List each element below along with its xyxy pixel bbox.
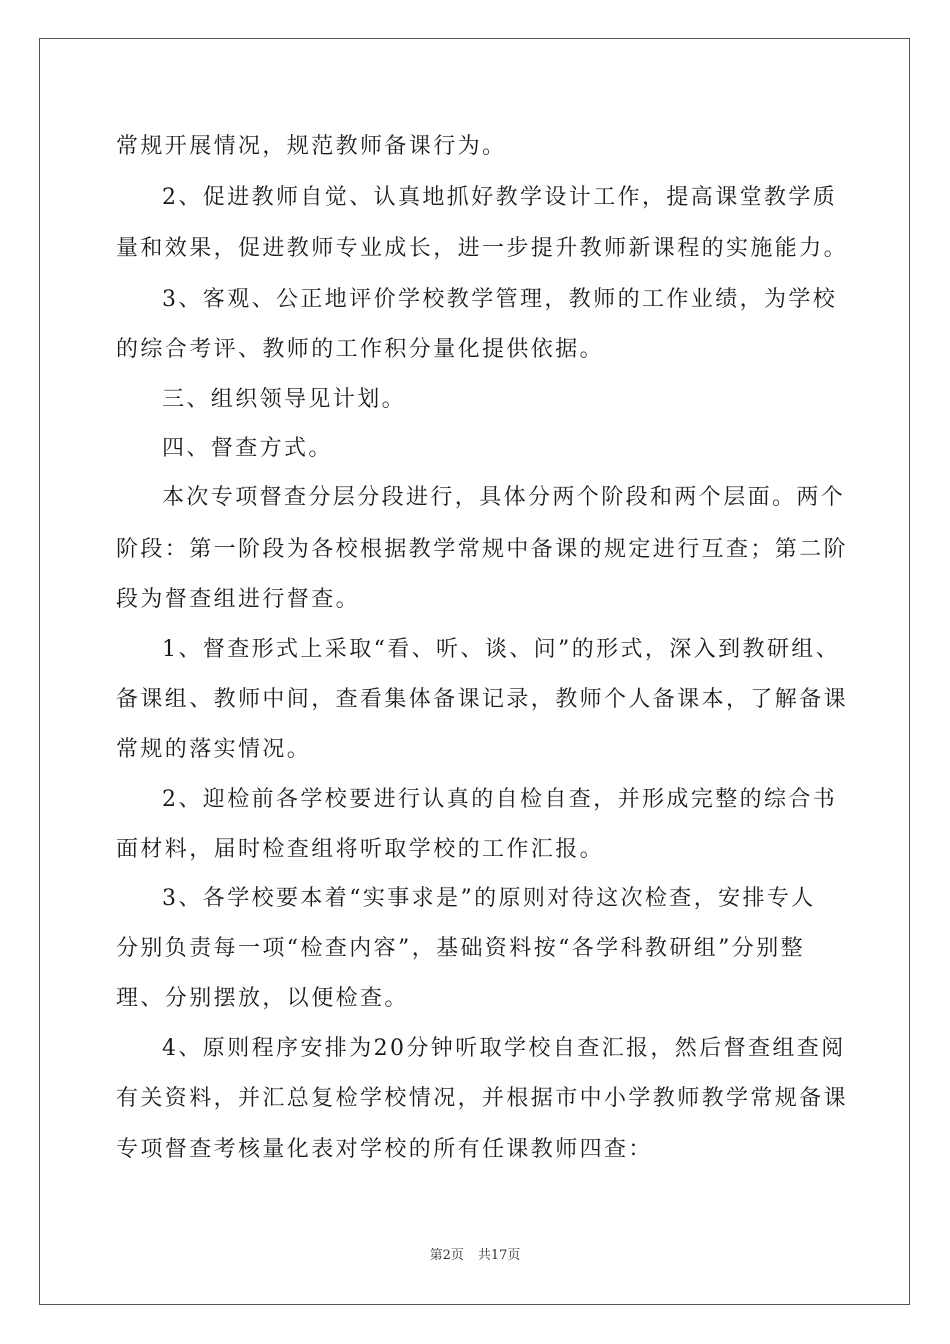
text-line: 本次专项督查分层分段进行，具体分两个阶段和两个层面。两个: [162, 485, 846, 510]
text-line: 分别负责每一项“检查内容”，基础资料按“各学科教研组”分别整: [116, 936, 805, 961]
text-line: 阶段：第一阶段为各校根据教学常规中备课的规定进行互查；第二阶: [116, 537, 849, 562]
text-line: 理、分别摆放，以便检查。: [116, 986, 409, 1011]
page-footer: [0, 1247, 950, 1265]
page-border: [39, 38, 910, 1305]
text-line: 三、组织领导见计划。: [162, 387, 407, 412]
text-line: 段为督查组进行督查。: [116, 587, 361, 612]
text-line: 专项督查考核量化表对学校的所有任课教师四查：: [116, 1137, 653, 1162]
text-line: 1、督查形式上采取“看、听、谈、问”的形式，深入到教研组、: [162, 637, 841, 662]
text-line: 4、原则程序安排为20分钟听取学校自查汇报，然后督查组查阅: [162, 1036, 846, 1061]
text-line: 3、客观、公正地评价学校教学管理，教师的工作业绩，为学校: [162, 287, 838, 312]
text-line: 面材料，届时检查组将听取学校的工作汇报。: [116, 837, 605, 862]
page-number: 第2页: [429, 1248, 464, 1263]
text-line: 有关资料，并汇总复检学校情况，并根据市中小学教师教学常规备课: [116, 1086, 849, 1111]
text-line: 四、督查方式。: [162, 436, 333, 461]
text-line: 3、各学校要本着“实事求是”的原则对待这次检查，安排专人: [162, 886, 816, 911]
text-line: 量和效果，促进教师专业成长，进一步提升教师新课程的实施能力。: [116, 236, 849, 261]
text-line: 常规的落实情况。: [116, 737, 312, 762]
text-line: 常规开展情况，规范教师备课行为。: [116, 134, 507, 159]
page-total: 共17页: [477, 1248, 521, 1263]
text-line: 备课组、教师中间，查看集体备课记录，教师个人备课本，了解备课: [116, 687, 849, 712]
text-line: 2、迎检前各学校要进行认真的自检自查，并形成完整的综合书: [162, 787, 838, 812]
text-line: 2、促进教师自觉、认真地抓好教学设计工作，提高课堂教学质: [162, 185, 838, 210]
text-line: 的综合考评、教师的工作积分量化提供依据。: [116, 337, 605, 362]
